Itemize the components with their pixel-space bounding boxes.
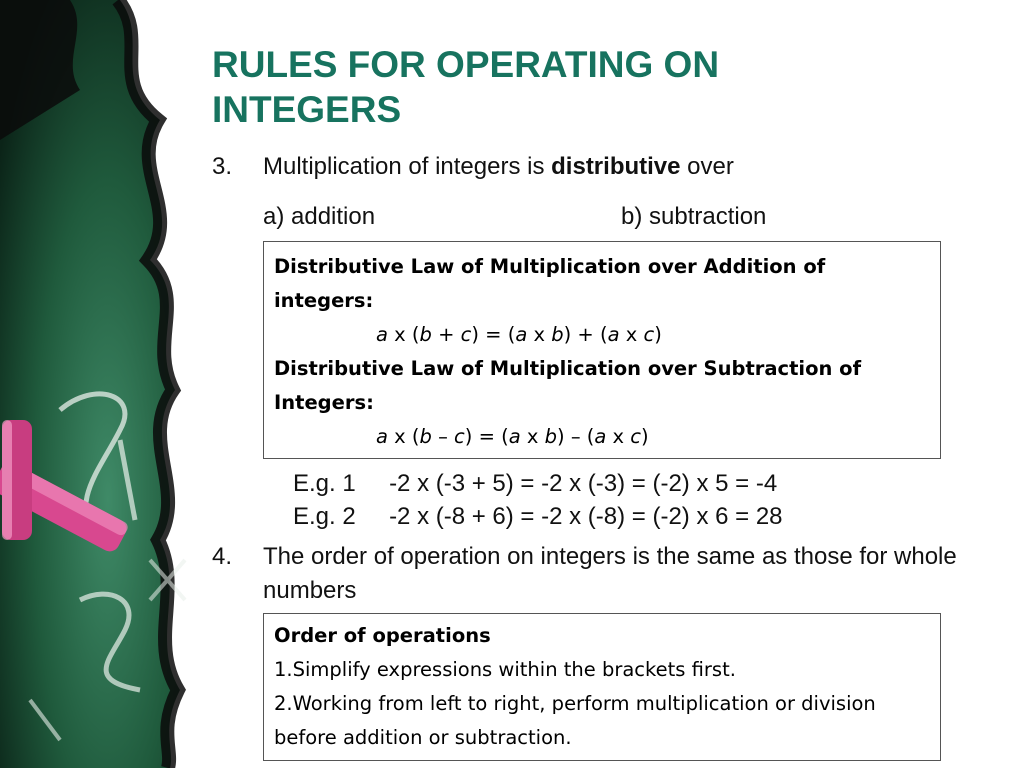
formula-var: a xyxy=(508,425,521,448)
example-2-expression: -2 x (-8 + 6) = -2 x (-8) = (-2) x 6 = 28 xyxy=(389,503,783,530)
order-rule-1: 1.Simplify expressions within the brackets first. xyxy=(274,658,736,681)
formula-text: x xyxy=(619,323,644,346)
chalkboard-art xyxy=(0,0,205,768)
distributive-subtraction-formula xyxy=(274,420,930,454)
order-of-operations-heading: Order of operations xyxy=(274,624,491,647)
formula-text: x xyxy=(520,425,545,448)
title-line-1: RULES FOR OPERATING ON xyxy=(212,44,720,85)
order-rule-2: 2.Working from left to right, perform multiplication or division before addition or subtraction. xyxy=(274,692,876,749)
formula-text: x xyxy=(606,425,631,448)
formula-text: ) xyxy=(641,425,649,448)
example-2 xyxy=(293,500,783,534)
formula-text: ) = ( xyxy=(464,425,509,448)
formula-text: x ( xyxy=(387,425,420,448)
formula-text: ) xyxy=(654,323,662,346)
point-3 xyxy=(212,150,972,184)
option-addition: a) addition xyxy=(263,203,376,230)
formula-var: b xyxy=(419,323,432,346)
formula-var: c xyxy=(454,425,465,448)
formula-text: ) – ( xyxy=(557,425,595,448)
point-3-number: 3. xyxy=(212,153,233,180)
formula-var: a xyxy=(376,323,388,346)
point-4 xyxy=(212,540,972,608)
formula-var: a xyxy=(607,323,620,346)
formula-var: a xyxy=(376,425,388,448)
formula-var: b xyxy=(551,323,564,346)
point-3-text-after: over xyxy=(680,153,734,180)
formula-text: ) = ( xyxy=(471,323,516,346)
chalkboard-decoration xyxy=(0,0,205,768)
order-of-operations-box xyxy=(263,613,941,761)
formula-var: a xyxy=(515,323,528,346)
distributive-addition-formula xyxy=(274,318,930,352)
option-subtraction: b) subtraction xyxy=(621,203,767,230)
formula-text: ) + ( xyxy=(563,323,608,346)
formula-text: x ( xyxy=(387,323,420,346)
point-3-text xyxy=(263,150,734,184)
formula-var: c xyxy=(630,425,642,448)
formula-var: b xyxy=(544,425,558,448)
point-3-text-bold: distributive xyxy=(551,153,681,180)
point-4-number: 4. xyxy=(212,543,233,570)
example-2-label: E.g. 2 xyxy=(293,503,356,530)
example-1 xyxy=(293,467,777,501)
formula-text: + xyxy=(431,323,461,346)
formula-text: x xyxy=(527,323,552,346)
distributive-addition-heading: Distributive Law of Multiplication over Addition of integers: xyxy=(274,255,826,312)
distributive-subtraction-heading: Distributive Law of Multiplication over Subtraction of Integers: xyxy=(274,357,862,414)
point-3-text-before: Multiplication of integers is xyxy=(263,153,552,180)
title-line-2: INTEGERS xyxy=(212,89,402,130)
formula-text: – xyxy=(431,425,455,448)
formula-var: c xyxy=(643,323,655,346)
point-4-text: The order of operation on integers is the same as those for whole numbers xyxy=(263,543,957,604)
distributive-law-box xyxy=(263,241,941,459)
formula-var: b xyxy=(419,425,432,448)
example-1-expression: -2 x (-3 + 5) = -2 x (-3) = (-2) x 5 = -4 xyxy=(389,470,778,497)
page-title xyxy=(212,42,812,132)
formula-var: a xyxy=(594,425,607,448)
example-1-label: E.g. 1 xyxy=(293,470,356,497)
formula-var: c xyxy=(460,323,472,346)
